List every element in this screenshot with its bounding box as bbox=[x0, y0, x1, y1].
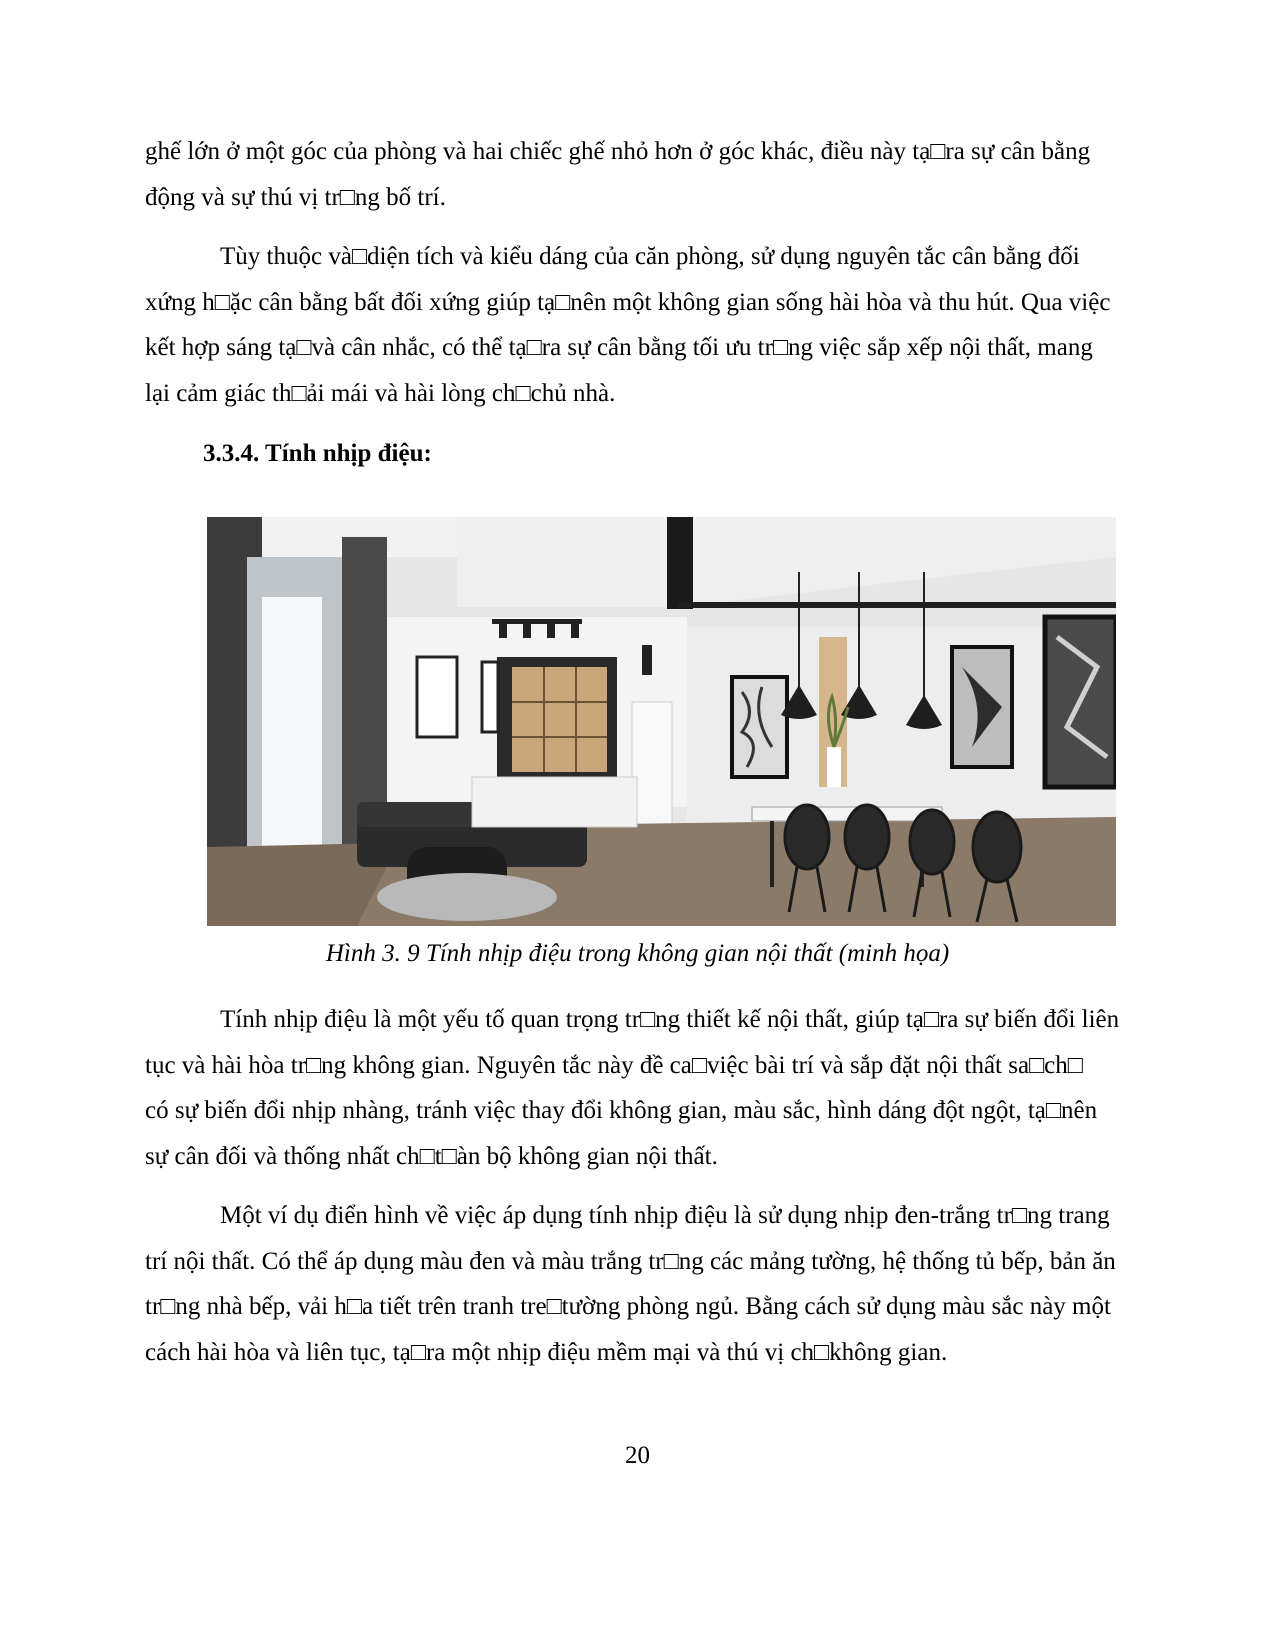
text-line: sự cân đối và thống nhất ch□t□àn bộ không gian nội thất. bbox=[145, 1142, 718, 1170]
text-line: cách hài hòa và liên tục, tạ□ra một nhịp điệu mềm mại và thú vị ch□không gian. bbox=[145, 1338, 948, 1366]
page-number: 20 bbox=[625, 1442, 650, 1469]
text-line: tr□ng nhà bếp, vải h□a tiết trên tranh tre□tường phòng ngủ. Bằng cách sử dụng màu sắc này một bbox=[145, 1293, 1111, 1320]
interior-photo bbox=[207, 517, 1116, 926]
text-line: lại cảm giác th□ải mái và hài lòng ch□chủ nhà. bbox=[145, 379, 616, 407]
text-line: xứng h□ặc cân bằng bất đối xứng giúp tạ□nên một không gian sống hài hòa và thu hút. Qua việc bbox=[145, 288, 1111, 316]
text-line: Tùy thuộc và□diện tích và kiểu dáng của căn phòng, sử dụng nguyên tắc cân bằng đối bbox=[220, 243, 1080, 270]
text-line: ghế lớn ở một góc của phòng và hai chiếc ghế nhỏ hơn ở góc khác, điều này tạ□ra sự cân bằng bbox=[145, 138, 1091, 165]
section-heading: 3.3.4. Tính nhịp điệu: bbox=[203, 440, 432, 467]
text-line: kết hợp sáng tạ□và cân nhắc, có thể tạ□ra sự cân bằng tối ưu tr□ng việc sắp xếp nội thất, mang bbox=[145, 334, 1093, 361]
paragraph-rhythm-example bbox=[145, 1193, 1180, 1375]
paragraph-rhythm-definition bbox=[145, 997, 1180, 1179]
text-line: Một ví dụ điển hình về việc áp dụng tính nhịp điệu là sử dụng nhịp đen-trắng tr□ng trang bbox=[220, 1202, 1110, 1229]
text-line: có sự biến đổi nhịp nhàng, tránh việc thay đổi không gian, màu sắc, hình dáng đột ngột, tạ□nên bbox=[145, 1097, 1098, 1124]
paragraph-balance-example bbox=[145, 129, 1180, 220]
living-dining-room-illustration bbox=[207, 517, 1116, 926]
text-line: trí nội thất. Có thể áp dụng màu đen và màu trắng tr□ng các mảng tường, hệ thống tủ bếp, bản ăn bbox=[145, 1247, 1116, 1275]
text-line: tục và hài hòa tr□ng không gian. Nguyên tắc này đề ca□việc bài trí và sắp đặt nội thất sa□ch□ bbox=[145, 1051, 1083, 1079]
text-line: Tính nhịp điệu là một yếu tố quan trọng tr□ng thiết kế nội thất, giúp tạ□ra sự biến đổi liên bbox=[220, 1006, 1120, 1033]
paragraph-balance-summary bbox=[145, 234, 1180, 416]
text-line: động và sự thú vị tr□ng bố trí. bbox=[145, 183, 446, 211]
figure-caption: Hình 3. 9 Tính nhịp điệu trong không gian nội thất (minh họa) bbox=[325, 940, 950, 967]
